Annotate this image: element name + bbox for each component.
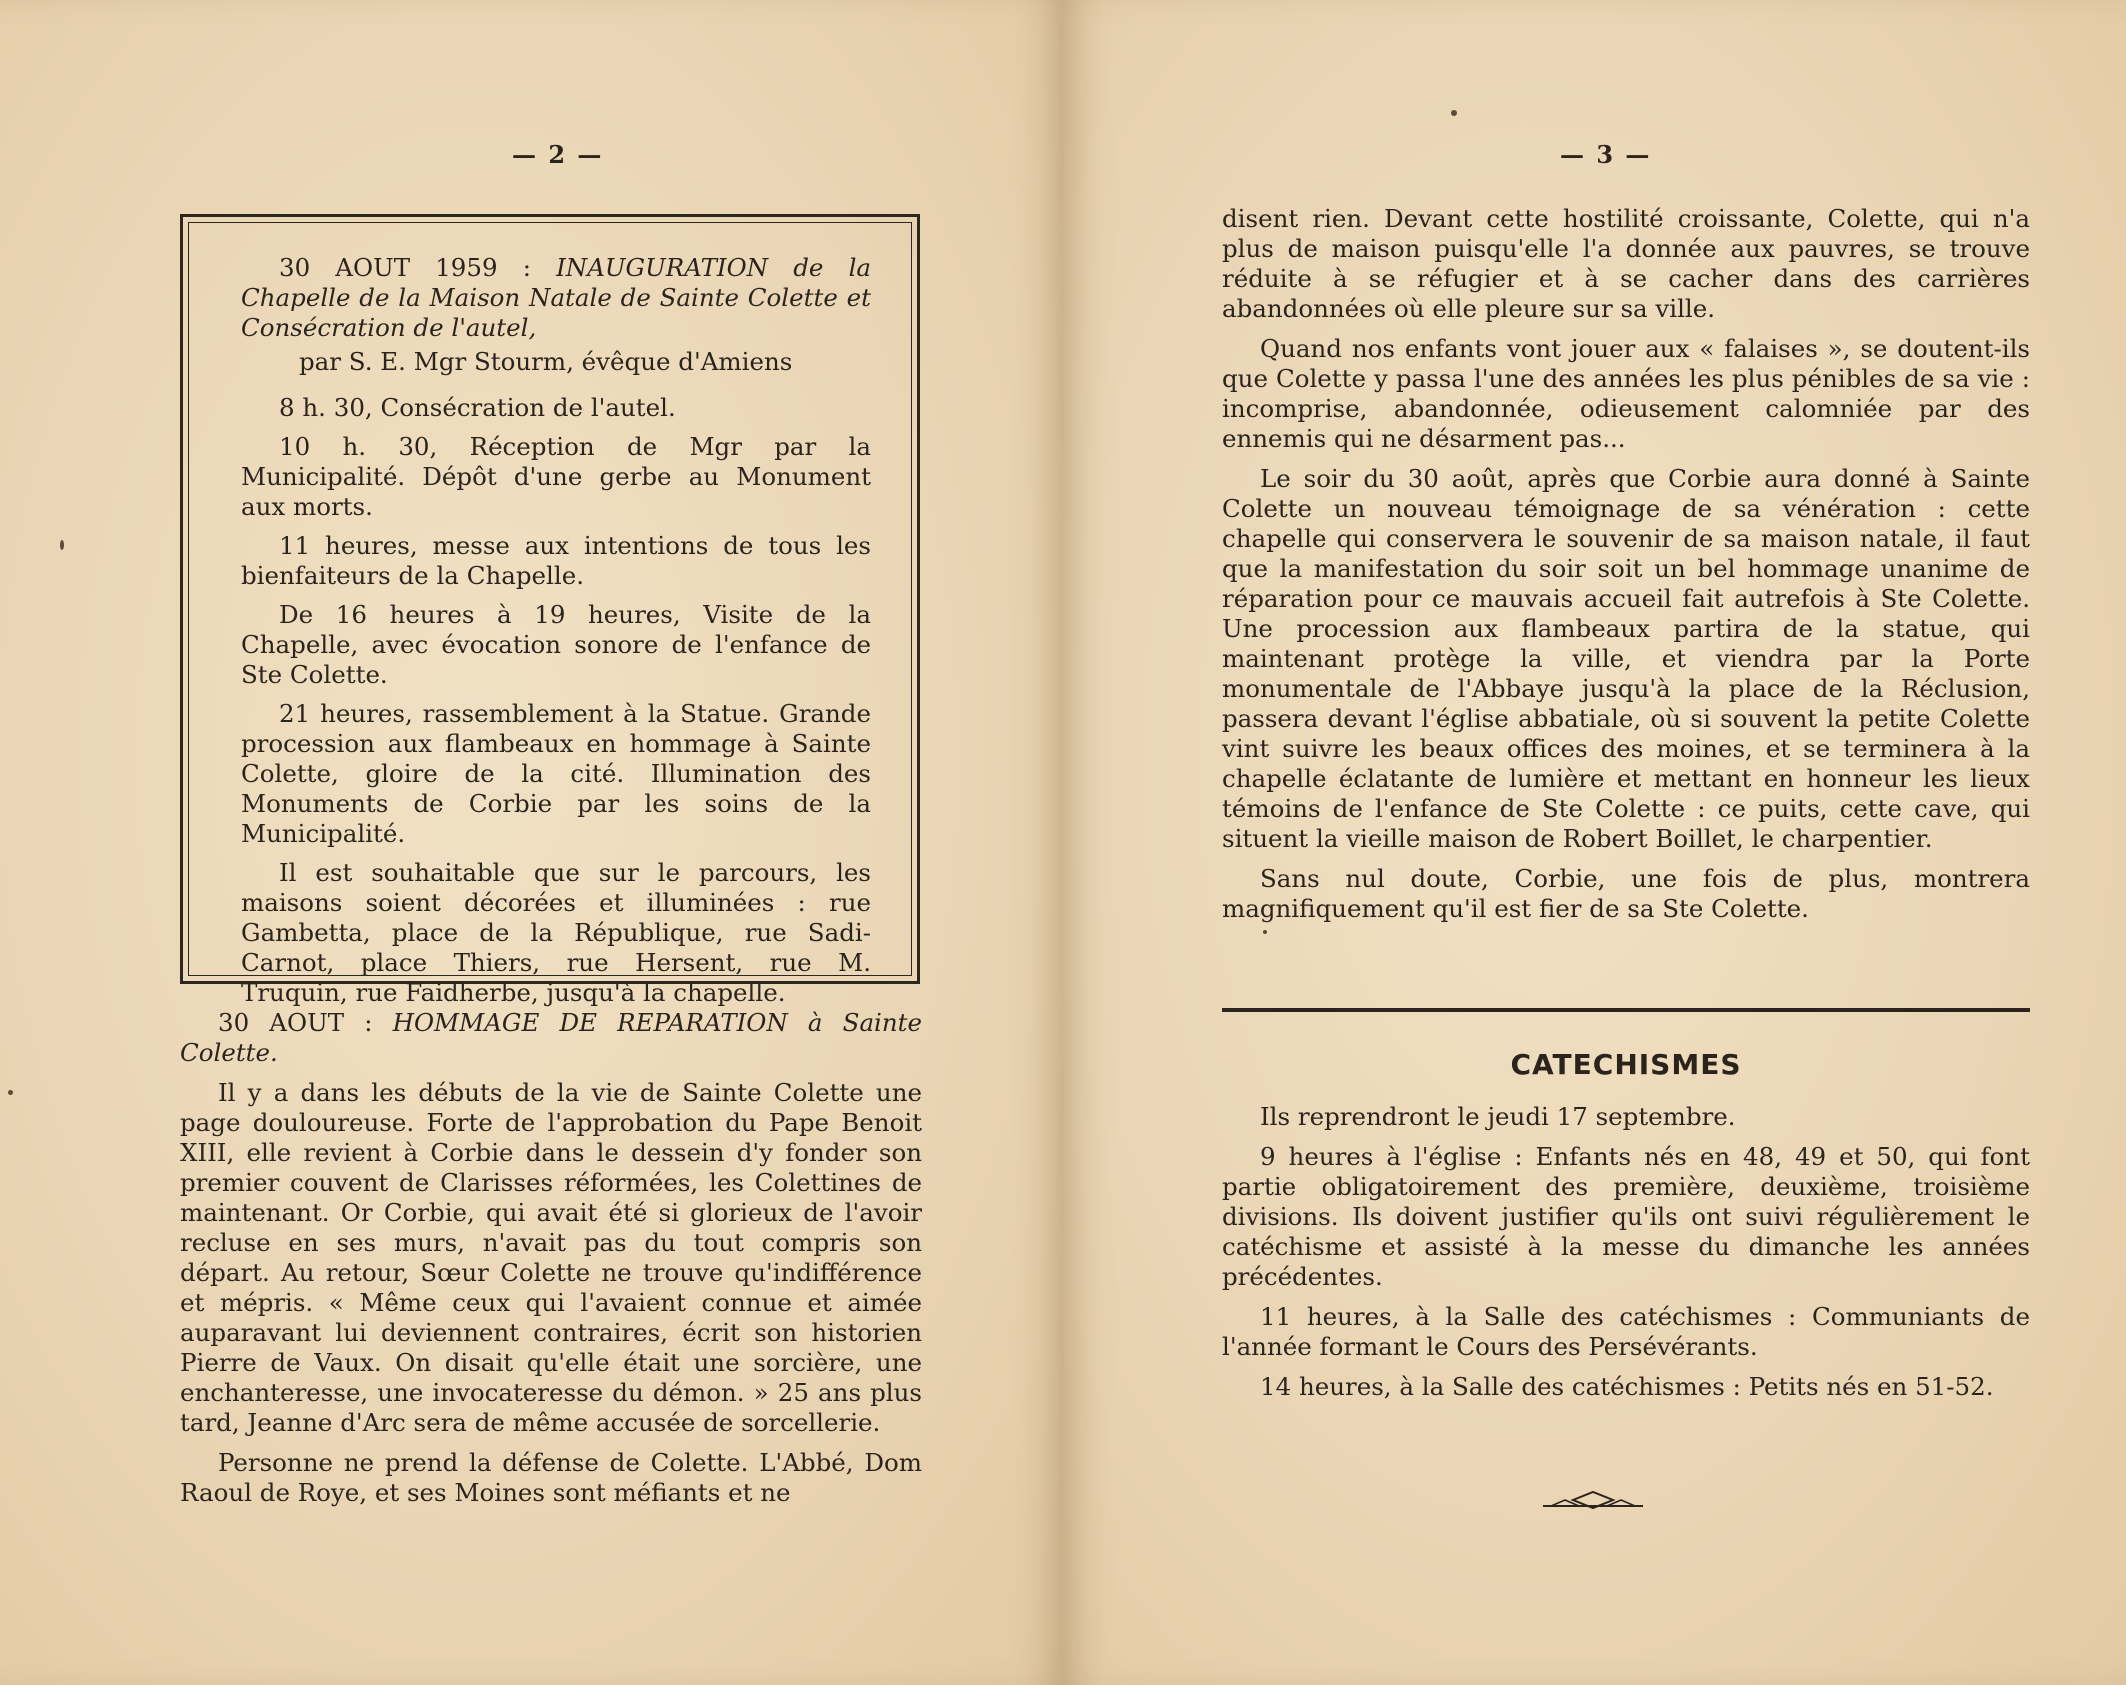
body-paragraph: Sans nul doute, Corbie, une fois de plus, montrera magnifiquement qu'il est fier de sa Ste Colette.: [1222, 864, 2030, 923]
program-date: 30 AOUT 1959 :: [279, 253, 557, 282]
paper-speck: [60, 540, 64, 550]
page-number: — 3 —: [1560, 140, 1652, 169]
body-paragraph: Le soir du 30 août, après que Corbie aura donné à Sainte Colette un nouveau témoignage de sa vénération : cette chapelle qui conservera le souvenir de sa maison natale, il faut que la manifestation du soir soit un bel hommage unanime de réparation pour ce mauvais accueil fait autrefois à Ste Colette. Une procession aux flambeaux partira de la statue, qui maintenant protège la ville, et viendra par la Porte monumentale de l'Abbaye jusqu'à la place de la Réclusion, passera devant l'église abbatiale, où si souvent la petite Colette vint suivre les beaux offices des moines, et se terminera à la chapelle éclatante de lumière et mettant en honneur les lieux témoins de l'enfance de Ste Colette : ce puits, cette cave, qui situent la vieille maison de Robert Boillet, le charpentier.: [1222, 464, 2030, 853]
program-item: De 16 heures à 19 heures, Visite de la Chapelle, avec évocation sonore de l'enfance de Ste Colette.: [241, 600, 871, 689]
reparation-heading: [180, 1008, 922, 1068]
catechismes-title: CATECHISMES: [1510, 1048, 1742, 1081]
reparation-continued: [1222, 204, 2030, 934]
page-number: — 2 —: [512, 140, 604, 169]
reparation-date: 30 AOUT :: [218, 1008, 393, 1037]
paper-speck: [1451, 110, 1457, 116]
program-item: 11 heures, messe aux intentions de tous les bienfaiteurs de la Chapelle.: [241, 531, 871, 590]
reparation-section: [180, 1008, 922, 1518]
body-paragraph: Il y a dans les débuts de la vie de Sainte Colette une page douloureuse. Forte de l'approbation du Pape Benoit XIII, elle revient à Corbie dans le dessein d'y fonder son premier couvent de Clarisses réformées, les Colettines de maintenant. Or Corbie, qui avait été si glorieux de l'avoir recluse en ses murs, n'avait pas du tout compris son départ. Au retour, Sœur Colette ne trouve qu'indifférence et mépris. « Même ceux qui l'avaient connue et aimée auparavant lui deviennent contraires, écrit son historien Pierre de Vaux. On disait qu'elle était une sorcière, une enchanteresse, une invocateresse du démon. » 25 ans plus tard, Jeanne d'Arc sera de même accusée de sorcellerie.: [180, 1078, 922, 1437]
end-ornament: [1543, 1488, 1643, 1512]
reparation-title: HOMMAGE DE REPARATION à Sainte Colette.: [180, 1008, 923, 1067]
body-paragraph: Quand nos enfants vont jouer aux « falaises », se doutent-ils que Colette y passa l'une des années les plus pénibles de sa vie : incomprise, abandonnée, odieusement calomniée par des ennemis qui ne désarment pas...: [1222, 334, 2030, 453]
paper-speck: [1263, 930, 1267, 934]
catechismes-section: [1222, 1102, 2030, 1412]
program-byline: par S. E. Mgr Stourm, évêque d'Amiens: [299, 347, 793, 376]
program-box-inner: [188, 222, 912, 1007]
program-item: 10 h. 30, Réception de Mgr par la Municipalité. Dépôt d'une gerbe au Monument aux morts.: [241, 432, 871, 521]
program-item: 21 heures, rassemblement à la Statue. Grande procession aux flambeaux en hommage à Sainte Colette, gloire de la cité. Illumination des Monuments de Corbie par les soins de la Municipalité.: [241, 699, 871, 848]
paper-speck: [8, 1090, 13, 1095]
section-divider: [1222, 1008, 2030, 1012]
program-item: Il est souhaitable que sur le parcours, les maisons soient décorées et illuminées : rue Gambetta, place de la République, rue Sadi-Carnot, place Thiers, rue Hersent, rue M. Truquin, rue Faidherbe, jusqu'à la chapelle.: [241, 858, 871, 1007]
body-paragraph: disent rien. Devant cette hostilité croissante, Colette, qui n'a plus de maison puisqu'elle l'a donnée aux pauvres, se trouve réduite à se réfugier et à se cacher dans des carrières abandonnées où elle pleure sur sa ville.: [1222, 204, 2030, 323]
body-paragraph: Personne ne prend la défense de Colette. L'Abbé, Dom Raoul de Roye, et ses Moines sont méfiants et ne: [180, 1448, 922, 1507]
body-paragraph: Ils reprendront le jeudi 17 septembre.: [1260, 1102, 1736, 1131]
program-box: [180, 214, 920, 1007]
body-paragraph: 9 heures à l'église : Enfants nés en 48, 49 et 50, qui font partie obligatoirement des première, deuxième, troisième divisions. Ils doivent justifier qu'ils ont suivi régulièrement le catéchisme et assisté à la messe du dimanche les années précédentes.: [1222, 1142, 2030, 1291]
program-title: INAUGURATION de la Chapelle de la Maison Natale de Sainte Colette et Consécration de l'autel,: [241, 253, 872, 342]
body-paragraph: 14 heures, à la Salle des catéchismes : Petits nés en 51-52.: [1260, 1372, 1994, 1401]
program-heading: [241, 253, 871, 343]
program-item: 8 h. 30, Consécration de l'autel.: [279, 393, 676, 422]
right-page: [1063, 0, 2126, 1685]
body-paragraph: 11 heures, à la Salle des catéchismes : Communiants de l'année formant le Cours des Persévérants.: [1222, 1302, 2030, 1361]
